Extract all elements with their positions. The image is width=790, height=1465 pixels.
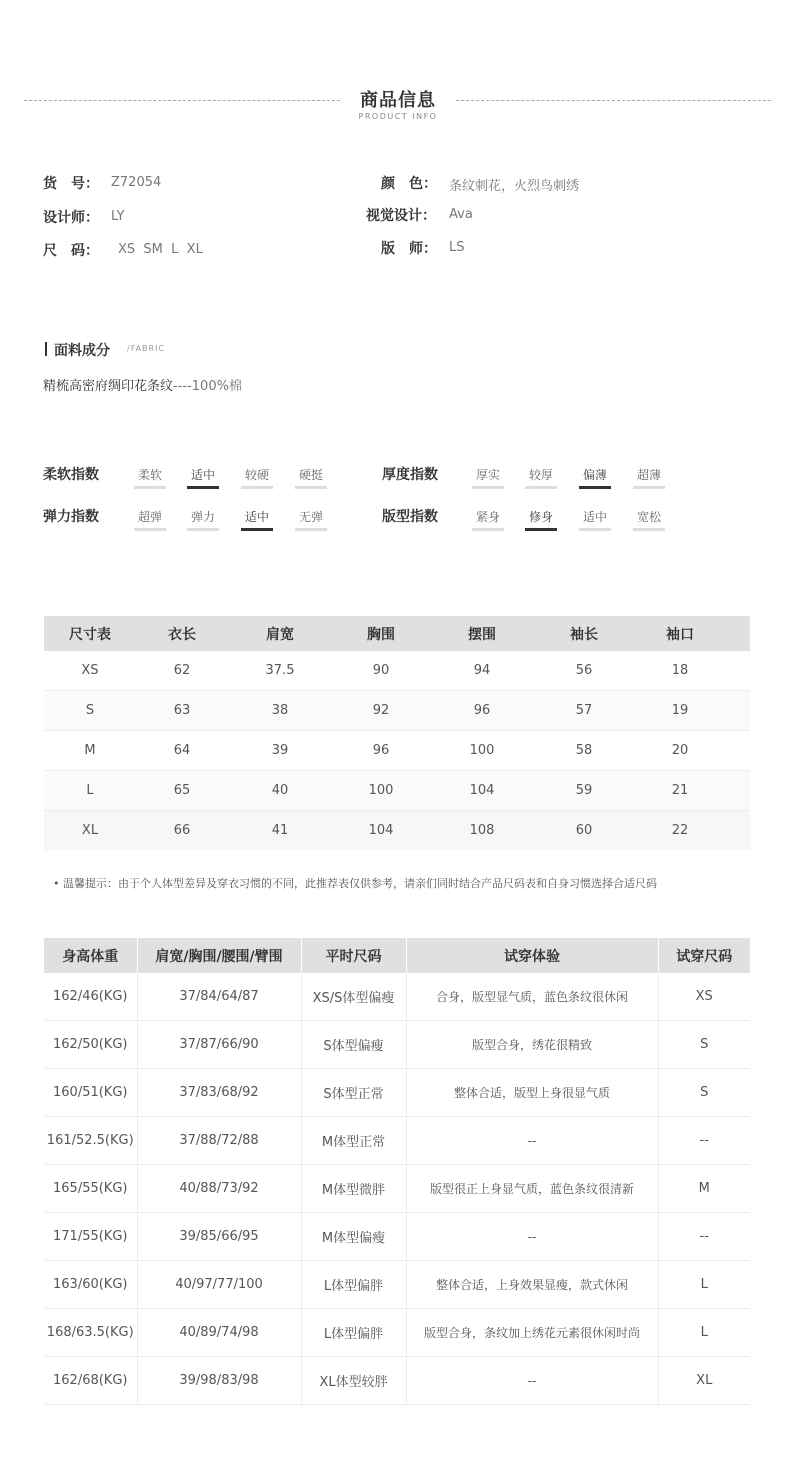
- table-row: [44, 1213, 750, 1261]
- table-row: [44, 771, 750, 811]
- table-cell: XL: [44, 811, 136, 851]
- header-cell: 试穿体验: [406, 938, 658, 973]
- table-row: [44, 731, 750, 771]
- table-cell: S: [658, 1069, 750, 1117]
- table-cell: 171/55(KG): [44, 1213, 137, 1261]
- fit-table-header: [44, 938, 750, 973]
- soft-index-label: 柔软指数: [43, 467, 99, 483]
- table-row: [44, 651, 750, 691]
- table-cell: 63: [136, 691, 228, 731]
- table-cell: 168/63.5(KG): [44, 1309, 137, 1357]
- table-row: [44, 1117, 750, 1165]
- table-cell: 162/68(KG): [44, 1357, 137, 1405]
- table-row: [44, 811, 750, 851]
- table-cell: 19: [634, 691, 726, 731]
- header-cell: 肩宽/胸围/腰围/臂围: [137, 938, 301, 973]
- table-cell: M: [44, 731, 136, 771]
- header-cell: 试穿尺码: [658, 938, 750, 973]
- table-cell: M: [658, 1165, 750, 1213]
- table-cell: L: [658, 1261, 750, 1309]
- table-cell: 合身，版型显气质，蓝色条纹很休闲: [406, 973, 658, 1021]
- stretch-option: 无弹: [295, 508, 327, 531]
- table-cell: 37/83/68/92: [137, 1069, 301, 1117]
- table-cell: 版型合身，绣花很精致: [406, 1021, 658, 1069]
- table-cell: M体型偏瘦: [301, 1213, 406, 1261]
- header-cell: 身高体重: [44, 938, 137, 973]
- designer-value: LY: [111, 209, 125, 224]
- header-cell: 肩宽: [228, 616, 332, 651]
- section-subtitle: PRODUCT INFO: [358, 112, 438, 121]
- table-cell: 66: [136, 811, 228, 851]
- color-label: 颜 色：: [381, 176, 437, 192]
- table-cell: --: [658, 1213, 750, 1261]
- fabric-name: 精梳高密府绸印花条纹: [43, 379, 174, 394]
- table-cell: 40/89/74/98: [137, 1309, 301, 1357]
- table-cell: 92: [332, 691, 430, 731]
- table-cell: --: [406, 1357, 658, 1405]
- header-cell: 衣长: [136, 616, 228, 651]
- fit-index-label: 版型指数: [382, 509, 438, 525]
- table-cell: 57: [534, 691, 634, 731]
- table-row: [44, 1069, 750, 1117]
- table-row: [44, 973, 750, 1021]
- color-value: 条纹刺花，火烈鸟刺绣: [449, 179, 580, 194]
- table-cell: 37/88/72/88: [137, 1117, 301, 1165]
- table-cell: 62: [136, 651, 228, 691]
- fit-option: 宽松: [633, 508, 665, 531]
- table-cell: L: [658, 1309, 750, 1357]
- header-cell: 平时尺码: [301, 938, 406, 973]
- table-cell: 41: [228, 811, 332, 851]
- item-no-value: Z72054: [111, 175, 162, 190]
- table-cell: 整体合适，上身效果显瘦，款式休闲: [406, 1261, 658, 1309]
- table-cell: M体型微胖: [301, 1165, 406, 1213]
- table-cell: XS: [658, 973, 750, 1021]
- soft-option: 硬挺: [295, 466, 327, 489]
- table-cell: XS/S体型偏瘦: [301, 973, 406, 1021]
- header-cell-blank: [726, 616, 750, 651]
- table-cell: 100: [430, 731, 534, 771]
- size-label: 尺 码：: [43, 243, 99, 259]
- table-row: [44, 691, 750, 731]
- table-cell: M体型正常: [301, 1117, 406, 1165]
- table-cell: 162/50(KG): [44, 1021, 137, 1069]
- table-cell: 37/84/64/87: [137, 973, 301, 1021]
- table-cell: 20: [634, 731, 726, 771]
- table-cell: --: [406, 1117, 658, 1165]
- table-row: [44, 1309, 750, 1357]
- stretch-index-label: 弹力指数: [43, 509, 99, 525]
- table-cell: 90: [332, 651, 430, 691]
- visual-label: 视觉设计：: [366, 208, 436, 224]
- thickness-index-label: 厚度指数: [382, 467, 438, 483]
- table-row: [44, 1165, 750, 1213]
- table-cell: 96: [430, 691, 534, 731]
- section-title: 商品信息: [360, 90, 436, 111]
- header-cell: 袖长: [534, 616, 634, 651]
- table-cell: 版型很正上身显气质，蓝色条纹很清新: [406, 1165, 658, 1213]
- fabric-title: 面料成分: [54, 343, 110, 359]
- table-cell: 162/46(KG): [44, 973, 137, 1021]
- table-cell: L: [44, 771, 136, 811]
- table-cell-blank: [726, 731, 750, 771]
- soft-option: 柔软: [134, 466, 166, 489]
- table-cell: S: [658, 1021, 750, 1069]
- table-cell: 40: [228, 771, 332, 811]
- table-cell: 108: [430, 811, 534, 851]
- table-cell: 37.5: [228, 651, 332, 691]
- pattern-label: 版 师：: [381, 241, 437, 257]
- table-cell: 100: [332, 771, 430, 811]
- table-cell: 39/85/66/95: [137, 1213, 301, 1261]
- table-cell: L体型偏胖: [301, 1261, 406, 1309]
- table-cell: 版型合身，条纹加上绣花元素很休闲时尚: [406, 1309, 658, 1357]
- table-row: [44, 1261, 750, 1309]
- size-table-header: [44, 616, 750, 651]
- table-cell: 163/60(KG): [44, 1261, 137, 1309]
- table-cell: 22: [634, 811, 726, 851]
- table-cell: 37/87/66/90: [137, 1021, 301, 1069]
- header-cell: 尺寸表: [44, 616, 136, 651]
- table-cell: 65: [136, 771, 228, 811]
- table-row: [44, 1357, 750, 1405]
- visual-value: Ava: [449, 207, 473, 222]
- table-cell: S体型正常: [301, 1069, 406, 1117]
- header-cell: 袖口: [634, 616, 726, 651]
- soft-option: 适中: [187, 466, 219, 489]
- table-cell-blank: [726, 651, 750, 691]
- table-cell: 整体合适，版型上身很显气质: [406, 1069, 658, 1117]
- designer-label: 设计师：: [43, 210, 99, 226]
- table-cell: 96: [332, 731, 430, 771]
- table-cell: 64: [136, 731, 228, 771]
- fabric-description: [43, 375, 242, 394]
- table-cell: --: [406, 1213, 658, 1261]
- table-cell: 104: [430, 771, 534, 811]
- table-cell: 18: [634, 651, 726, 691]
- pattern-value: LS: [449, 240, 465, 255]
- table-cell: 161/52.5(KG): [44, 1117, 137, 1165]
- table-cell: 39: [228, 731, 332, 771]
- fit-option: 修身: [525, 508, 557, 531]
- stretch-option: 适中: [241, 508, 273, 531]
- table-cell: XL体型较胖: [301, 1357, 406, 1405]
- fit-table: [44, 938, 750, 1405]
- header-cell: 胸围: [332, 616, 430, 651]
- size-value: XS SM L XL: [118, 242, 203, 257]
- table-cell-blank: [726, 771, 750, 811]
- table-cell: L体型偏胖: [301, 1309, 406, 1357]
- table-cell: 39/98/83/98: [137, 1357, 301, 1405]
- table-cell: 56: [534, 651, 634, 691]
- thickness-option: 偏薄: [579, 466, 611, 489]
- stretch-option: 超弹: [134, 508, 166, 531]
- table-cell: 40/97/77/100: [137, 1261, 301, 1309]
- table-cell: 40/88/73/92: [137, 1165, 301, 1213]
- header-cell: 摆围: [430, 616, 534, 651]
- table-cell: --: [658, 1117, 750, 1165]
- table-cell: XL: [658, 1357, 750, 1405]
- table-cell: 60: [534, 811, 634, 851]
- table-cell-blank: [726, 691, 750, 731]
- fabric-composition: ----100%棉: [173, 379, 242, 394]
- table-cell: 94: [430, 651, 534, 691]
- thickness-option: 超薄: [633, 466, 665, 489]
- fabric-marker: [45, 342, 47, 356]
- table-row: [44, 1021, 750, 1069]
- table-cell: XS: [44, 651, 136, 691]
- thickness-option: 较厚: [525, 466, 557, 489]
- fabric-subtitle: /FABRIC: [127, 344, 166, 353]
- thickness-option: 厚实: [472, 466, 504, 489]
- table-cell: 59: [534, 771, 634, 811]
- table-cell: 58: [534, 731, 634, 771]
- table-cell: S: [44, 691, 136, 731]
- fit-option: 适中: [579, 508, 611, 531]
- table-cell: 38: [228, 691, 332, 731]
- table-cell: 104: [332, 811, 430, 851]
- size-tip: • 温馨提示：由于个人体型差异及穿衣习惯的不同，此推荐表仅供参考，请亲们同时结合产品尺码表和自身习惯选择合适尺码: [53, 877, 657, 890]
- fit-option: 紧身: [472, 508, 504, 531]
- table-cell: 160/51(KG): [44, 1069, 137, 1117]
- size-table: [44, 616, 750, 850]
- table-cell-blank: [726, 811, 750, 851]
- table-cell: 165/55(KG): [44, 1165, 137, 1213]
- table-cell: 21: [634, 771, 726, 811]
- item-no-label: 货 号：: [43, 176, 99, 192]
- table-cell: S体型偏瘦: [301, 1021, 406, 1069]
- stretch-option: 弹力: [187, 508, 219, 531]
- soft-option: 较硬: [241, 466, 273, 489]
